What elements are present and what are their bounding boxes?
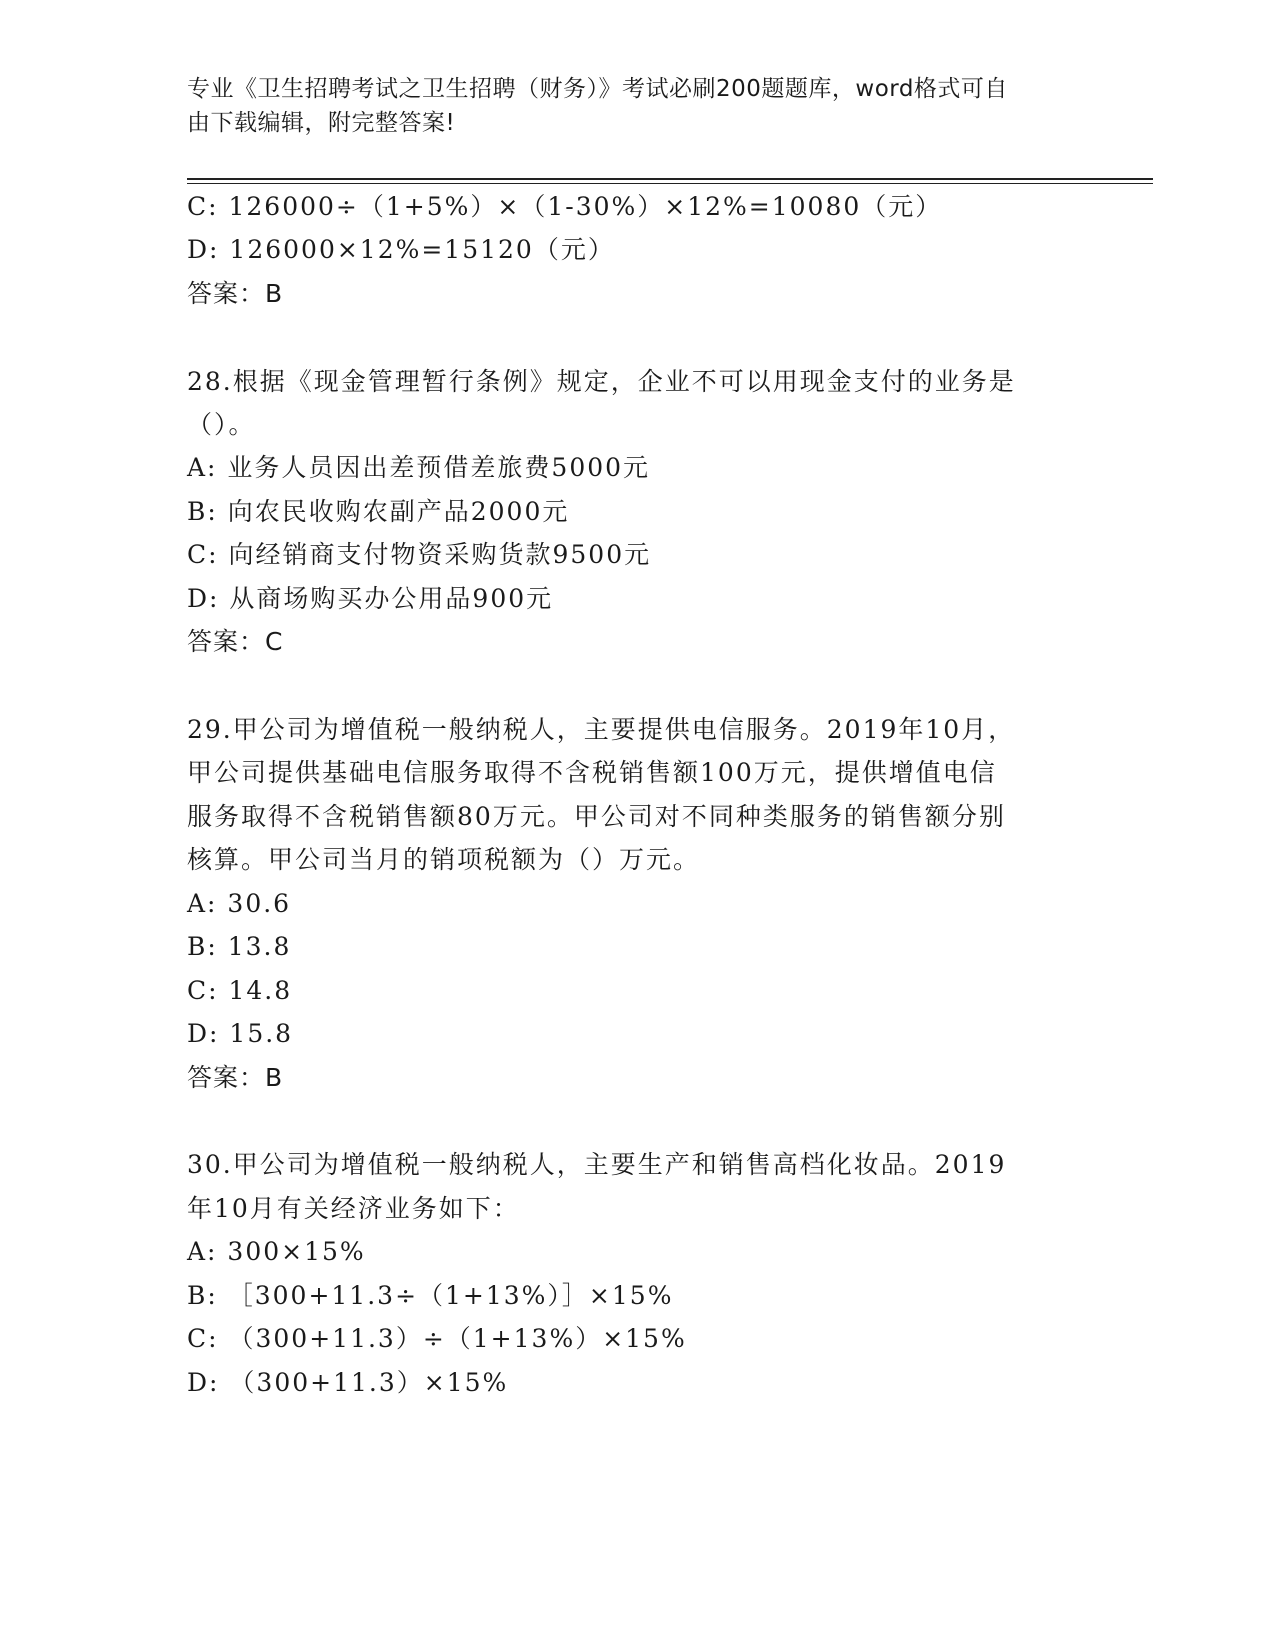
header-line-2: 由下载编辑，附完整答案! (187, 110, 456, 136)
q29-stem-line-3: 服务取得不含税销售额80万元。甲公司对不同种类服务的销售额分别 (187, 802, 1006, 831)
q30-stem-line-1: 30.甲公司为增值税一般纳税人，主要生产和销售高档化妆品。2019 (187, 1150, 1007, 1179)
q28-option-c: C: 向经销商支付物资采购货款9500元 (187, 540, 652, 569)
q29-option-c: C: 14.8 (187, 976, 293, 1005)
prev-option-c: C: 126000÷（1+5%）×（1-30%）×12%=10080（元） (187, 192, 943, 221)
q28-option-a: A: 业务人员因出差预借差旅费5000元 (187, 453, 651, 482)
q29-answer: 答案：B (187, 1063, 284, 1092)
document-header (187, 72, 1087, 140)
prev-answer: 答案：B (187, 279, 284, 308)
q28-answer: 答案：C (187, 627, 284, 656)
header-divider-thick (187, 178, 1153, 180)
q29-option-a: A: 30.6 (187, 889, 292, 918)
q30-option-d: D: （300+11.3）×15% (187, 1368, 509, 1397)
q28-option-d: D: 从商场购买办公用品900元 (187, 584, 554, 613)
header-divider-thin (187, 183, 1153, 184)
q29-stem-line-1: 29.甲公司为增值税一般纳税人，主要提供电信服务。2019年10月， (187, 715, 1016, 744)
q29-option-d: D: 15.8 (187, 1019, 294, 1048)
header-line-1: 专业《卫生招聘考试之卫生招聘（财务）》考试必刷200题题库，word格式可自 (187, 76, 1008, 102)
q29-stem-line-4: 核算。甲公司当月的销项税额为（）万元。 (187, 845, 701, 874)
prev-option-d: D: 126000×12%=15120（元） (187, 235, 615, 264)
q29-option-b: B: 13.8 (187, 932, 292, 961)
q29-stem-line-2: 甲公司提供基础电信服务取得不含税销售额100万元，提供增值电信 (187, 758, 997, 787)
q30-stem-line-2: 年10月有关经济业务如下： (187, 1194, 520, 1223)
q30-option-b: B: ［300+11.3÷（1+13%）］×15% (187, 1281, 674, 1310)
q30-option-c: C: （300+11.3）÷（1+13%）×15% (187, 1324, 687, 1353)
q28-stem-line-1: 28.根据《现金管理暂行条例》规定，企业不可以用现金支付的业务是 (187, 367, 1016, 396)
q30-option-a: A: 300×15% (187, 1237, 366, 1266)
q28-stem-line-2: （）。 (187, 410, 256, 439)
q28-option-b: B: 向农民收购农副产品2000元 (187, 497, 570, 526)
